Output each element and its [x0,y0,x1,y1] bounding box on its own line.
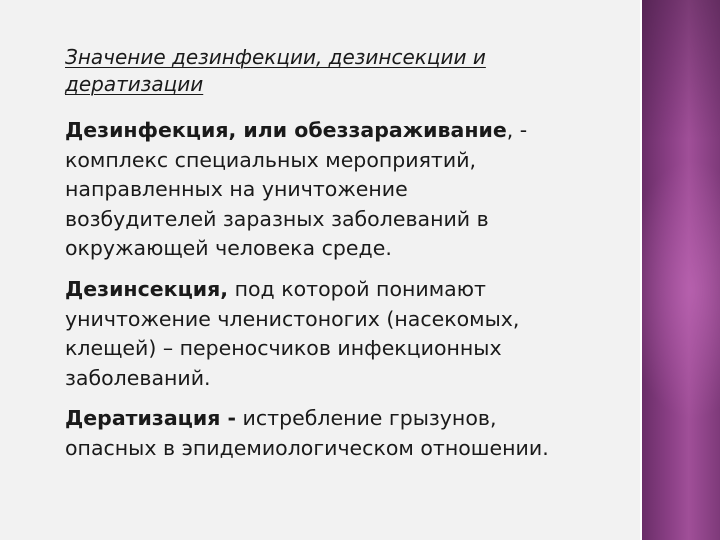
term-disinfection: Дезинфекция, или обеззараживание [65,118,507,142]
paragraph-disinsection-line-3: клещей) – переносчиков инфекционных [65,336,502,360]
paragraph-deratization [65,404,625,463]
paragraph-disinsection-line-1: под которой понимают [228,277,486,301]
side-bar-glow [640,160,720,420]
paragraph-disinfection-line-5: окружающей человека среде. [65,236,392,260]
slide-title-line-1: Значение дезинфекции, дезинсекции и [65,45,486,69]
paragraph-disinfection [65,116,625,264]
paragraph-deratization-line-2: опасных в эпидемиологическом отношении. [65,435,549,460]
side-bar-shade [642,0,720,140]
paragraph-disinsection [65,275,625,393]
paragraph-deratization-line-1: истребление грызунов, [236,406,497,430]
paragraph-disinsection-line-2: уничтожение членистоногих (насекомых, [65,306,520,331]
decorative-side-bar [640,0,720,540]
term-disinsection: Дезинсекция, [65,277,229,301]
paragraph-disinfection-line-1: , - [506,118,528,142]
paragraph-disinfection-line-2: комплекс специальных мероприятий, [65,147,477,172]
paragraph-disinsection-line-4: заболеваний. [65,365,211,390]
paragraph-disinfection-line-3: направленных на уничтожение [65,177,408,201]
slide-title-line-2: дератизации [65,72,204,96]
term-deratization: Дератизация - [65,406,237,430]
slide-title [33,44,593,98]
paragraph-disinfection-line-4: возбудителей заразных заболеваний в [65,206,489,231]
